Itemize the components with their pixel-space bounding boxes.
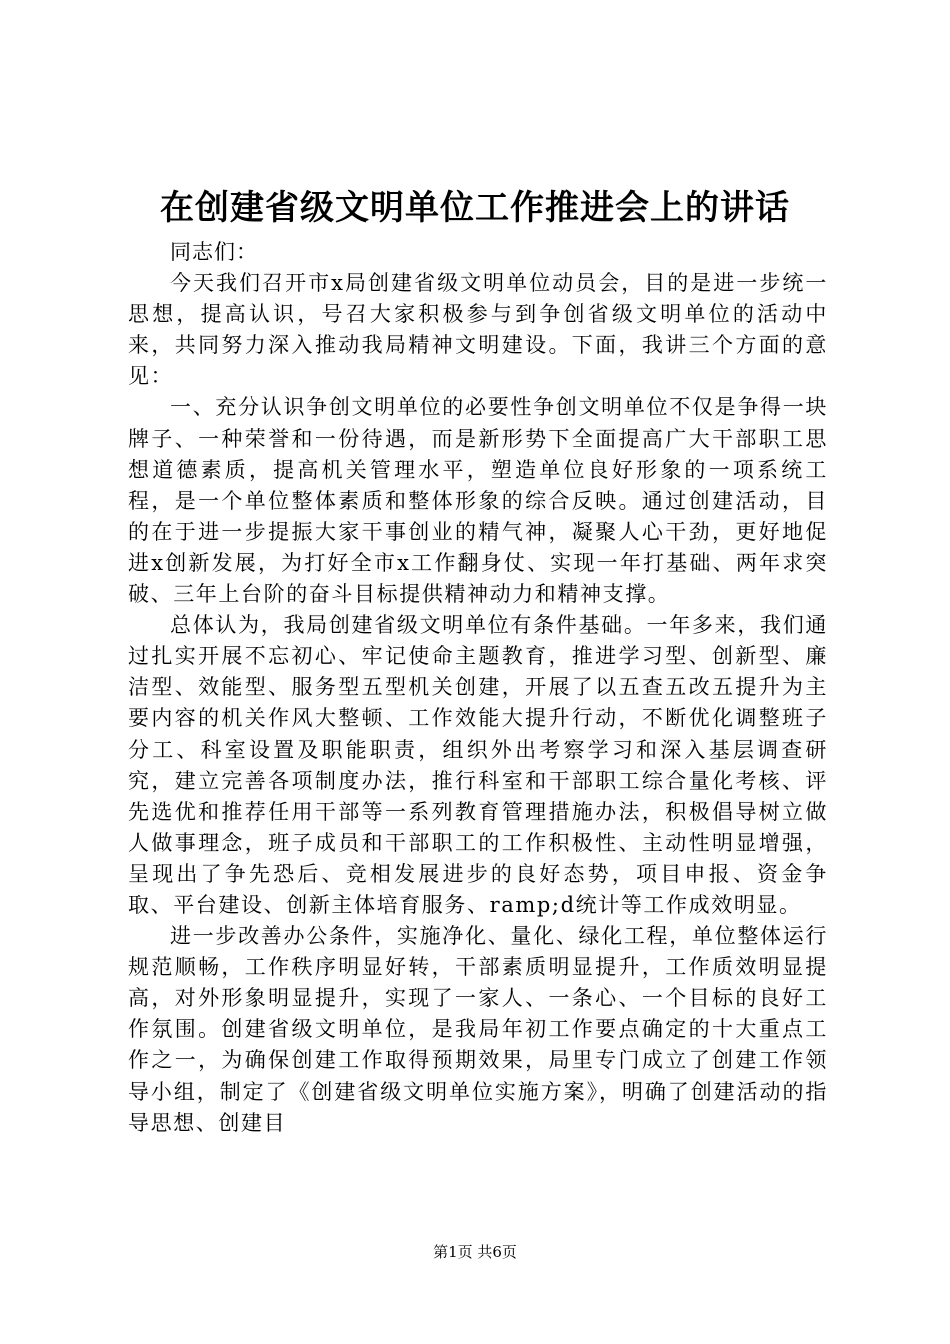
paragraph-overall: 总体认为，我局创建省级文明单位有条件基础。一年多来，我们通过扎实开展不忘初心、牢记使命主题教育，推进学习型、创新型、廉洁型、效能型、服务型五型机关创建，开展了以五查五改五提升为主要内容的机关作风大整顿、工作效能大提升行动，不断优化调整班子分工、科室设置及职能职责，组织外出考察学习和深入基层调查研究，建立完善各项制度办法，推行科室和干部职工综合量化考核、评先选优和推荐任用干部等一系列教育管理措施办法，积极倡导树立做人做事理念，班子成员和干部职工的工作积极性、主动性明显增强，呈现出了争先恐后、竞相发展进步的良好态势，项目申报、资金争取、平台建设、创新主体培育服务、ramp;d统计等工作成效明显。 [128,613,828,917]
document-title: 在创建省级文明单位工作推进会上的讲话 [160,188,790,228]
paragraph-section-one: 一、充分认识争创文明单位的必要性争创文明单位不仅是争得一块牌子、一种荣誉和一份待遇，而是新形势下全面提高广大干部职工思想道德素质，提高机关管理水平，塑造单位良好形象的一项系统工程，是一个单位整体素质和整体形象的综合反映。通过创建活动，目的在于进一步提振大家干事创业的精气神，凝聚人心干劲，更好地促进x创新发展，为打好全市x工作翻身仗、实现一年打基础、两年求突破、三年上台阶的奋斗目标提供精神动力和精神支撑。 [128,395,828,607]
page-number-footer: 第1页 共6页 [433,1243,517,1261]
paragraph-intro: 今天我们召开市x局创建省级文明单位动员会，目的是进一步统一思想，提高认识，号召大家积极参与到争创省级文明单位的活动中来，共同努力深入推动我局精神文明建设。下面，我讲三个方面的意见： [128,271,828,389]
paragraph-greeting: 同志们： [170,240,258,264]
paragraph-improvement: 进一步改善办公条件，实施净化、量化、绿化工程，单位整体运行规范顺畅，工作秩序明显好转，干部素质明显提升，工作质效明显提高，对外形象明显提升，实现了一家人、一条心、一个目标的良好工作氛围。创建省级文明单位，是我局年初工作要点确定的十大重点工作之一，为确保创建工作取得预期效果，局里专门成立了创建工作领导小组，制定了《创建省级文明单位实施方案》，明确了创建活动的指导思想、创建目 [128,924,828,1135]
document-body [128,237,828,1139]
